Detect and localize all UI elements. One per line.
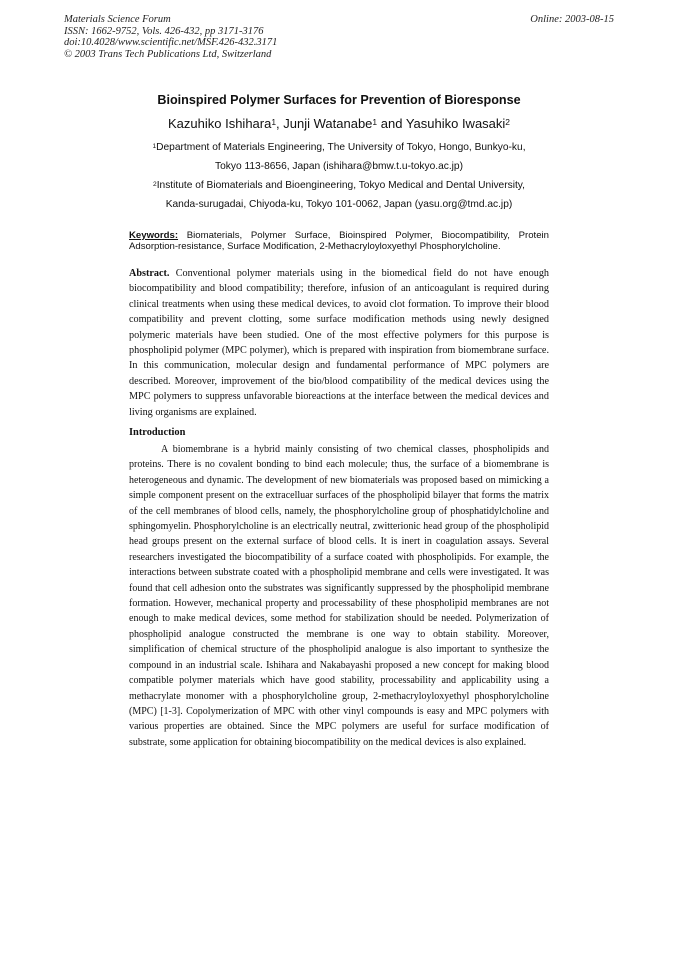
journal-header [64, 14, 277, 60]
affiliation-line: Institute of Biomaterials and Bioengineering, Tokyo Medical and Dental University, [156, 180, 525, 191]
author-name: Junji Watanabe [283, 116, 373, 131]
copyright-line: © 2003 Trans Tech Publications Ltd, Switzerland [64, 48, 272, 60]
author-separator: and [377, 116, 406, 131]
keywords-text: Biomaterials, Polymer Surface, Bioinspired Polymer, Biocompatibility, Protein Adsorption-resistance, Surface Modification, 2-Methacryloyloxyethyl Phosphorylcholine. [129, 230, 549, 253]
doi-line: doi:10.4028/www.scientific.net/MSF.426-432.3171 [64, 37, 278, 49]
keywords-label: Keywords: [129, 230, 179, 241]
affiliation-line: Kanda-surugadai, Chiyoda-ku, Tokyo 101-0062, Japan (yasu.org@tmd.ac.jp) [165, 199, 513, 210]
abstract-text: Conventional polymer materials using in the biomedical field do not have enough biocompatibility and blood compatibility; therefore, infusion of an anticoagulant is required during clinical treatments when using these medical devices, to avoid clot formation. To improve their blood compatibility and prevent clotting, some surface modification methods using newly designed polymeric materials have been studied. One of the most effective polymers for this purpose is phospholipid polymer (MPC polymer), which is prepared with inspiration from biomembrane surface. In this communication, molecular design and fundamental performance of MPC polymers are described. Moreover, improvement of the bio/blood compatibility of the medical devices using the MPC polymers to suppress unfavorable bioreactions at the interface between the medical devices and living organisms are explained. [129, 268, 550, 418]
introduction-heading: Introduction [129, 427, 186, 438]
affiliation-mark: 2 [153, 180, 157, 188]
online-date: Online: 2003-08-15 [530, 14, 614, 25]
issn-line: ISSN: 1662-9752, Vols. 426-432, pp 3171-3176 [64, 25, 264, 37]
affiliation-mark: 1 [152, 142, 157, 150]
author-affil-mark: 1 [271, 117, 277, 128]
author-name: Yasuhiko Iwasaki [405, 116, 506, 131]
affiliation-line: Tokyo 113-8656, Japan (ishihara@bmw.t.u-tokyo.ac.jp) [215, 161, 463, 172]
journal-name: Materials Science Forum [64, 14, 171, 25]
introduction-paragraph: A biomembrane is a hybrid mainly consisting of two chemical classes, phospholipids and proteins. There is no covalent bonding to bind each molecule; thus, the surface of a biomembrane is heterogeneous and dynamic. The development of new biomaterials was proposed based on mimicking a simple component present on the extracelluar surfaces of the phospholipid bilayer that forms the matrix of the cell membranes of blood cells, namely, the phosphorylcholine group of phosphatidylcholine and sphingomyelin. Phosphorylcholine is an electrically neutral, zwitterionic head group of the phospholipid head groups present on the external surface of blood cells. It is inert in coagulation assays. Several researchers investigated the biocompatibility of a surface coated with phospholipids. For example, the interactions between substrate coated with a phospholipid membrane and cells were investigated. It was found that cell adhesion onto the substrates was significantly suppressed by the phospholipid membrane formation. However, mechanical property and processability of these phospholipid membranes are not enough to make medical devices, some method for stabilization should be needed. Polymerization of phospholipid analogue constructed the membrane is one way to obtain stability. Moreover, simplification of chemical structure of the phospholipid analogue is also important to synthesize the compound in an industrial scale. Ishihara and Nakabayashi proposed a new concept for making blood compatible polymer materials which have good stability, processability and applicability using a methacrylate monomer with a phosphorylcholine group, 2-methacryloyloxyethyl phosphorylcholine (MPC) [1-3]. Copolymerization of MPC with other vinyl compounds is easy and MPC polymers with various properties are obtained. Since the MPC polymers are useful for surface modification of substrate, some application for obtaining biocompatibility on the medical devices is also explained. [129, 444, 549, 748]
affiliation-2 [80, 176, 598, 214]
author-separator: , [276, 116, 284, 131]
author-list [0, 116, 678, 131]
abstract-block [129, 266, 549, 420]
paper-title: Bioinspired Polymer Surfaces for Prevention of Bioresponse [157, 93, 521, 107]
author-affil-mark: 1 [372, 117, 378, 128]
keywords-block [129, 230, 549, 253]
author-name: Kazuhiko Ishihara [168, 116, 272, 131]
affiliation-line: Department of Materials Engineering, The University of Tokyo, Hongo, Bunkyo-ku, [156, 142, 526, 153]
abstract-label: Abstract. [129, 268, 170, 279]
affiliation-1 [80, 138, 598, 176]
author-affil-mark: 2 [505, 117, 510, 128]
